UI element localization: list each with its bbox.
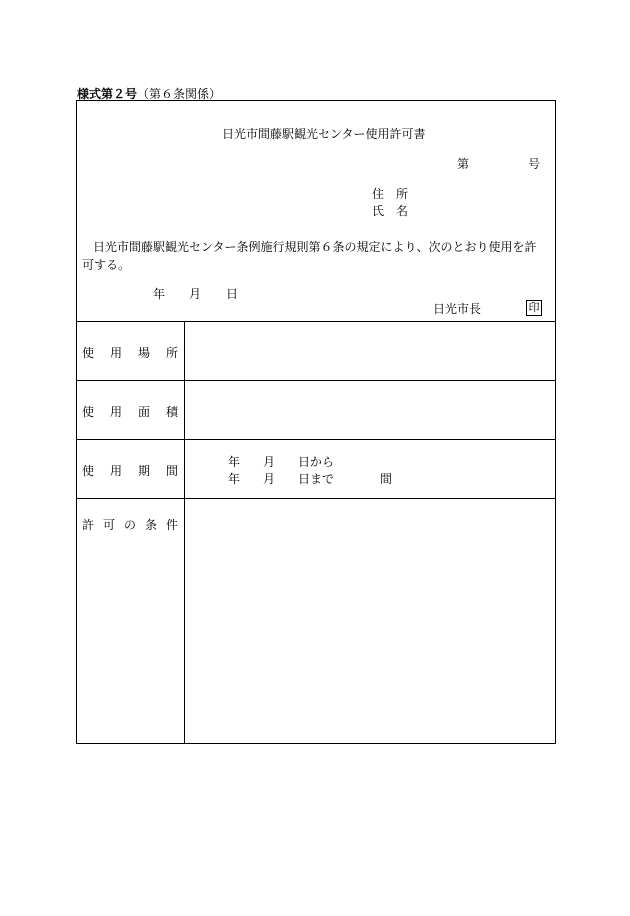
conditions-field[interactable] bbox=[185, 499, 555, 743]
row-label-place: 使 用 場 所 bbox=[82, 346, 178, 360]
period-from-year: 年 bbox=[228, 455, 241, 469]
row-label-conditions: 許 可 の 条 件 bbox=[82, 518, 178, 532]
date-month: 月 bbox=[189, 287, 202, 301]
date-day: 日 bbox=[226, 287, 239, 301]
form-number: 様式第２号 bbox=[77, 87, 138, 101]
body-text-line1: 日光市間藤駅観光センター条例施行規則第６条の規定により、次のとおり使用を許 bbox=[93, 240, 537, 254]
seal-mark: 印 bbox=[526, 300, 542, 316]
name-label: 氏 名 bbox=[372, 204, 409, 218]
period-to-year: 年 bbox=[228, 472, 241, 486]
period-duration: 間 bbox=[380, 472, 393, 486]
period-to-month: 月 bbox=[263, 472, 276, 486]
issuer-title: 日光市長 bbox=[433, 302, 482, 316]
period-from-day: 日から bbox=[298, 455, 335, 469]
address-label: 住 所 bbox=[372, 187, 409, 201]
number-suffix: 号 bbox=[528, 157, 541, 171]
form-article-ref: （第６条関係） bbox=[137, 87, 222, 101]
row-divider bbox=[76, 439, 556, 440]
row-label-area: 使 用 面 積 bbox=[82, 405, 178, 419]
place-field[interactable] bbox=[185, 322, 555, 379]
area-field[interactable] bbox=[185, 381, 555, 438]
document-title: 日光市間藤駅観光センター使用許可書 bbox=[222, 127, 426, 141]
period-to-day: 日まで bbox=[298, 472, 335, 486]
body-text-line2: 可する。 bbox=[82, 258, 131, 272]
number-prefix: 第 bbox=[457, 157, 470, 171]
row-label-period: 使 用 期 間 bbox=[82, 464, 178, 478]
date-year: 年 bbox=[153, 287, 166, 301]
period-from-month: 月 bbox=[263, 455, 276, 469]
